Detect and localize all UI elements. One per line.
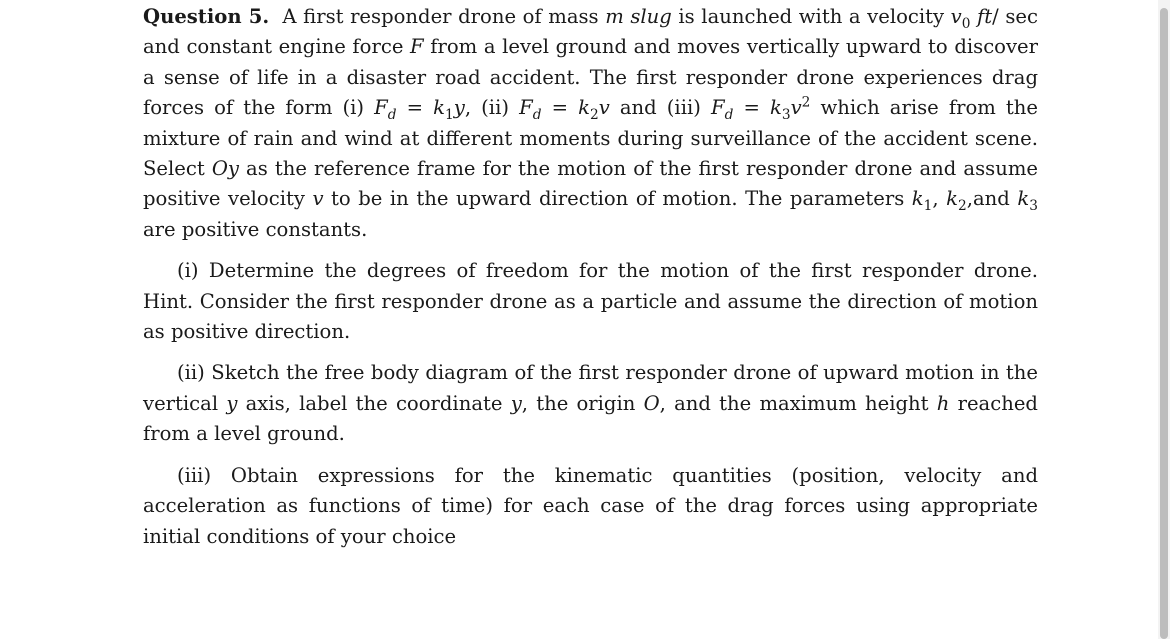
question-text: A first responder drone of mass m slug is launched with a velocity $v_0$ ft/ sec and constant engine force F from a level ground and moves vertically upward to discover a sense of life in a disaster road accident. The first responder drone experiences drag forces of the form (i) $F_d = k_1y$, (ii) $F_d = k_2v$ and (iii) $F_d = k_3v^2$ which arise from the mixture of rain and wind at different moments during surveillance of the accident scene. Select Oy as the reference frame for the motion of the first responder drone and assume positive velocity v to be in the upward direction of motion. The parameters $k_1$, $k_2,and$ $k_3$ are positive constants.	[143, 5, 1039, 241]
part-i: (i) Determine the degrees of freedom for the motion of the first responder drone. Hint. Consider the first responder drone as a particle and assume the direction of motion as positive direction.	[143, 259, 1038, 344]
vertical-scrollbar[interactable]	[1158, 0, 1170, 639]
document-page	[143, 2, 1038, 552]
part-ii: (ii) Sketch the free body diagram of the first responder drone of upward motion in the vertical y axis, label the coordinate y, the origin O, and the maximum height h reached from a level ground.	[143, 361, 1038, 446]
part-iii: (iii) Obtain expressions for the kinematic quantities (position, velocity and acceleration as functions of time) for each case of the drag forces using appropriate initial conditions of your choice	[143, 463, 1038, 548]
question-paragraph	[143, 2, 1038, 245]
question-label: Question 5.	[143, 5, 270, 28]
scrollbar-thumb[interactable]	[1160, 8, 1168, 639]
